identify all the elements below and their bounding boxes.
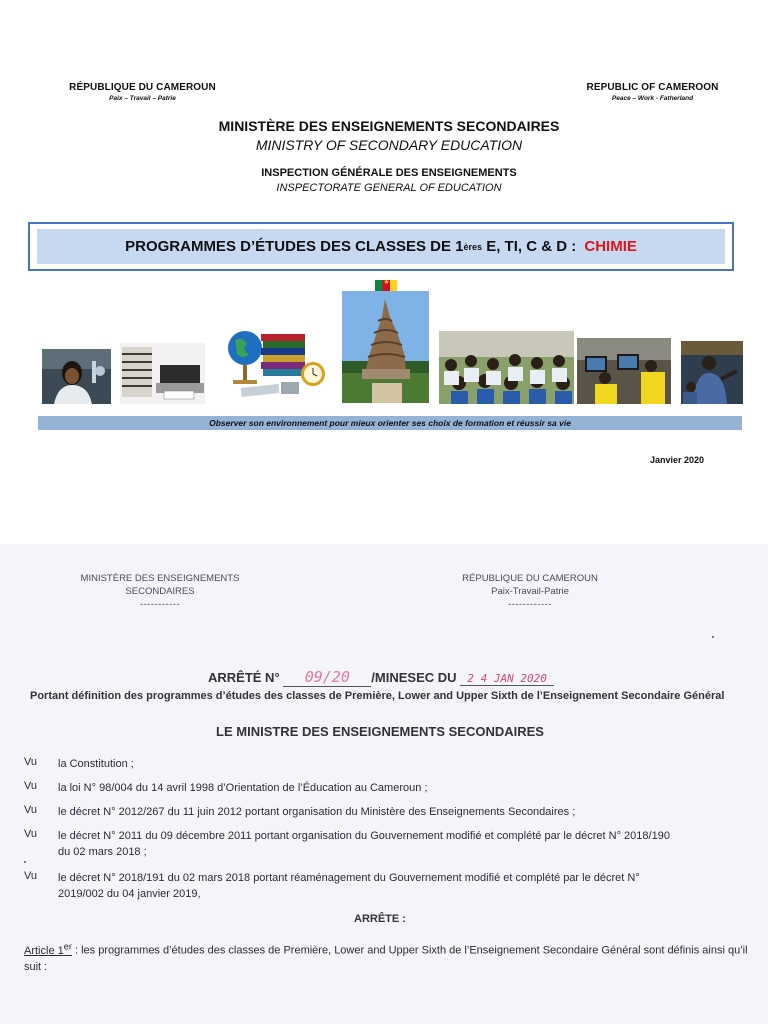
document-title	[37, 229, 725, 264]
globe-books-clock-photo	[221, 320, 327, 400]
decree-date-stamp: 2 4 JAN 2020	[460, 672, 554, 686]
decree-republic-line2: Paix-Travail-Patrie	[491, 586, 569, 597]
vu-text: le décret N° 2011 du 09 décembre 2011 portant organisation du Gouvernement modifié et complété par le décret N° 2018/190 du 02 mars 2018 ;	[58, 830, 670, 858]
vu-text: la Constitution ;	[58, 758, 134, 770]
article-1-label: Article 1er	[24, 941, 72, 957]
scan-speck	[712, 636, 714, 638]
decree-number-line	[208, 668, 608, 687]
scan-speck	[24, 861, 26, 863]
article-1	[24, 938, 754, 975]
vu-text: la loi N° 98/004 du 14 avril 1998 d’Orientation de l’Éducation au Cameroun ;	[58, 782, 428, 794]
inspection-name-fr: INSPECTION GÉNÉRALE DES ENSEIGNEMENTS	[261, 167, 517, 179]
vu-text: le décret N° 2018/191 du 02 mars 2018 portant réaménagement du Gouvernement modifié et complété par le décret N° 2019/002 du 04 janvier 2019,	[58, 872, 640, 900]
header-left-fr	[60, 82, 225, 102]
publication-date: Janvier 2020	[649, 455, 704, 465]
decree-header-left-rule: -----------	[139, 599, 181, 610]
books-laptop-photo	[120, 343, 205, 404]
title-subject: CHIMIE	[584, 238, 637, 255]
vu-label: Vu	[24, 828, 38, 840]
vu-label: Vu	[24, 756, 38, 768]
title-box	[28, 222, 734, 271]
ministry-block	[0, 118, 768, 194]
decree-header-right-rule: ------------	[508, 599, 552, 610]
students-computers-photo	[577, 338, 671, 404]
title-classes: E, TI, C & D :	[482, 238, 581, 255]
vu-text: le décret N° 2012/267 du 11 juin 2012 portant organisation du Ministère des Enseignements Secondaires ;	[58, 806, 576, 818]
slogan-bar: Observer son environnement pour mieux orienter ses choix de formation et réussir sa vie	[38, 416, 742, 430]
decree-header-left	[60, 572, 260, 611]
decree-ministry-line2: SECONDAIRES	[125, 586, 195, 597]
decree-minister-heading: LE MINISTRE DES ENSEIGNEMENTS SECONDAIRES	[216, 724, 544, 739]
decree-number-label: ARRÊTÉ N°	[208, 670, 280, 685]
ministry-name-fr: MINISTÈRE DES ENSEIGNEMENTS SECONDAIRES	[218, 118, 560, 134]
lab-student-photo	[42, 349, 111, 404]
vu-label: Vu	[24, 870, 38, 882]
motto-en: Peace – Work - Fatherland	[611, 95, 694, 102]
article-1-text: : les programmes d’études des classes de Première, Lower and Upper Sixth de l’Enseignement Secondaire Général sont définis ainsi qu’il suit :	[24, 944, 748, 973]
vu-label: Vu	[24, 804, 38, 816]
student-presenting-photo	[681, 341, 743, 404]
vu-label: Vu	[24, 780, 38, 792]
decree-republic-line1: RÉPUBLIQUE DU CAMEROUN	[462, 573, 598, 584]
decree-arrete-heading: ARRÊTE :	[354, 913, 406, 925]
decree-header-right	[430, 572, 630, 611]
classroom-photo	[439, 331, 574, 404]
decree-scan	[0, 544, 768, 1024]
motto-fr: Paix – Travail – Patrie	[109, 95, 176, 102]
country-name-en: REPUBLIC OF CAMEROON	[586, 82, 719, 93]
decree-number-handwritten: 09/20	[283, 668, 371, 687]
decree-subject: Portant définition des programmes d’études des classes de Première, Lower and Upper Sixth de l’Enseignement Secondaire Général	[30, 690, 725, 702]
header-right-en	[570, 82, 735, 102]
inspection-name-en: INSPECTORATE GENERAL OF EDUCATION	[276, 182, 502, 194]
ministry-name-en: MINISTRY OF SECONDARY EDUCATION	[255, 137, 523, 153]
country-name-fr: RÉPUBLIQUE DU CAMEROUN	[69, 82, 216, 93]
title-prefix: PROGRAMMES D’ÉTUDES DES CLASSES DE 1	[125, 238, 464, 255]
title-superscript: ères	[463, 241, 483, 252]
decree-number-mid: /MINESEC DU	[371, 670, 457, 685]
decree-ministry-line1: MINISTÈRE DES ENSEIGNEMENTS	[80, 573, 240, 584]
reunification-monument-photo	[342, 291, 429, 403]
